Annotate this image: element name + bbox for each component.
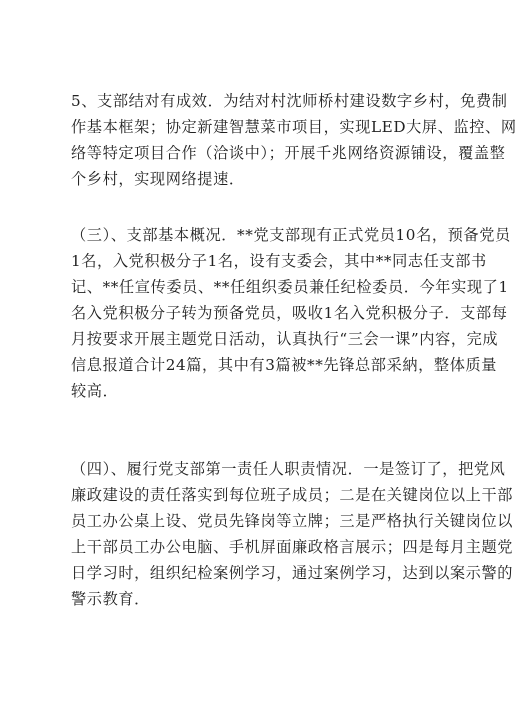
paragraph-branch-overview <box>71 222 511 404</box>
text-line: 络等特定项目合作（洽谈中）；开展千兆网络资源铺设，覆盖整 <box>71 144 506 162</box>
text-line: 员工办公桌上设、党员先锋岗等立牌；三是严格执行关键岗位以 <box>71 512 514 530</box>
text-line: （四）、履行党支部第一责任人职责情况．一是签订了，把党风 <box>71 460 506 478</box>
text-line: 警示教育． <box>71 590 150 608</box>
text-line: 1名，入党积极分子1名，设有支委会，其中**同志任支部书 <box>71 252 487 270</box>
text-line: （三）、支部基本概况．**党支部现有正式党员10名，预备党员 <box>71 226 511 244</box>
text-line: 作基本框架；协定新建智慧菜市项目，实现LED大屏、监控、网 <box>71 118 517 136</box>
text-line: 记、**任宣传委员、**任组织委员兼任纪检委员．今年实现了1 <box>71 278 509 296</box>
text-line: 信息报道合计24篇，其中有3篇被**先锋总部采納，整体质量 <box>71 356 498 374</box>
paragraph-secretary-duties <box>71 456 514 612</box>
paragraph-branch-pairing <box>71 88 517 192</box>
text-line: 月按要求开展主题党日活动，认真执行“三会一课”内容，完成 <box>71 330 499 348</box>
text-line: 日学习时，组织纪检案例学习，通过案例学习，达到以案示警的 <box>71 564 514 582</box>
text-line: 个乡村，实现网络提速． <box>71 170 245 188</box>
text-line: 上干部员工办公电脑、手机屏面廉政格言展示；四是每月主题党 <box>71 538 514 556</box>
text-line: 5、支部结对有成效．为结对村沈师桥村建设数字乡村，免费制 <box>71 92 508 110</box>
text-line: 廉政建设的责任落实到每位班子成员；二是在关键岗位以上干部 <box>71 486 514 504</box>
text-line: 名入党积极分子转为预备党员，吸收1名入党积极分子．支部每 <box>71 304 508 322</box>
text-line: 较高． <box>71 382 119 400</box>
